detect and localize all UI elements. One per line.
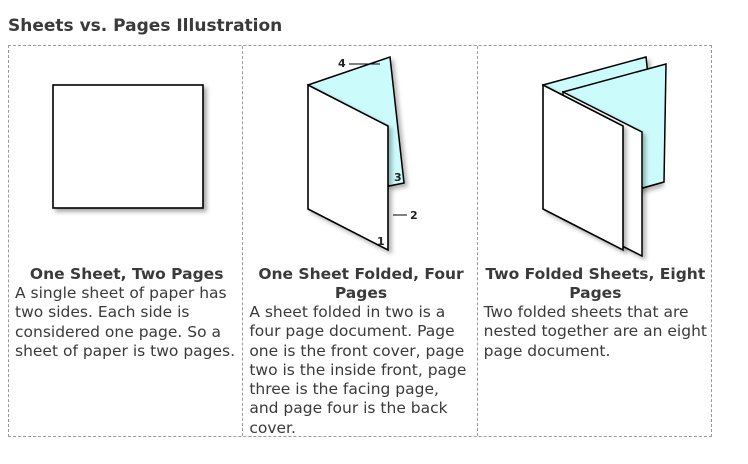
cell-description: A sheet folded in two is a four page document. Page one is the front cover, page two is the inside front, page three is the facing page, and page four is the back cover.	[249, 303, 467, 437]
page-label-3: 3	[394, 171, 402, 184]
cell-two-folded-sheets	[477, 46, 711, 436]
nested-sheets-illustration	[478, 46, 711, 261]
page-label-4: 4	[338, 57, 346, 70]
page-label-1: 1	[377, 235, 385, 248]
section-heading: Sheets vs. Pages Illustration	[8, 16, 283, 36]
cell-title: Two Folded Sheets, Eight Pages	[485, 265, 706, 302]
cell-description: A single sheet of paper has two sides. Each side is considered one page. So a sheet of paper is two pages.	[15, 284, 236, 360]
single-sheet-illustration	[9, 46, 242, 261]
cell-description: Two folded sheets that are nested together are an eight page document.	[483, 303, 707, 360]
illustration-table	[8, 45, 712, 437]
sheet-shape	[53, 85, 203, 208]
folded-sheet-illustration	[243, 46, 476, 261]
cell-one-sheet	[9, 46, 242, 436]
cell-title: One Sheet, Two Pages	[29, 265, 224, 283]
page-label-2: 2	[410, 209, 418, 222]
cell-title: One Sheet Folded, Four Pages	[258, 265, 464, 302]
cell-folded-sheet	[242, 46, 476, 436]
